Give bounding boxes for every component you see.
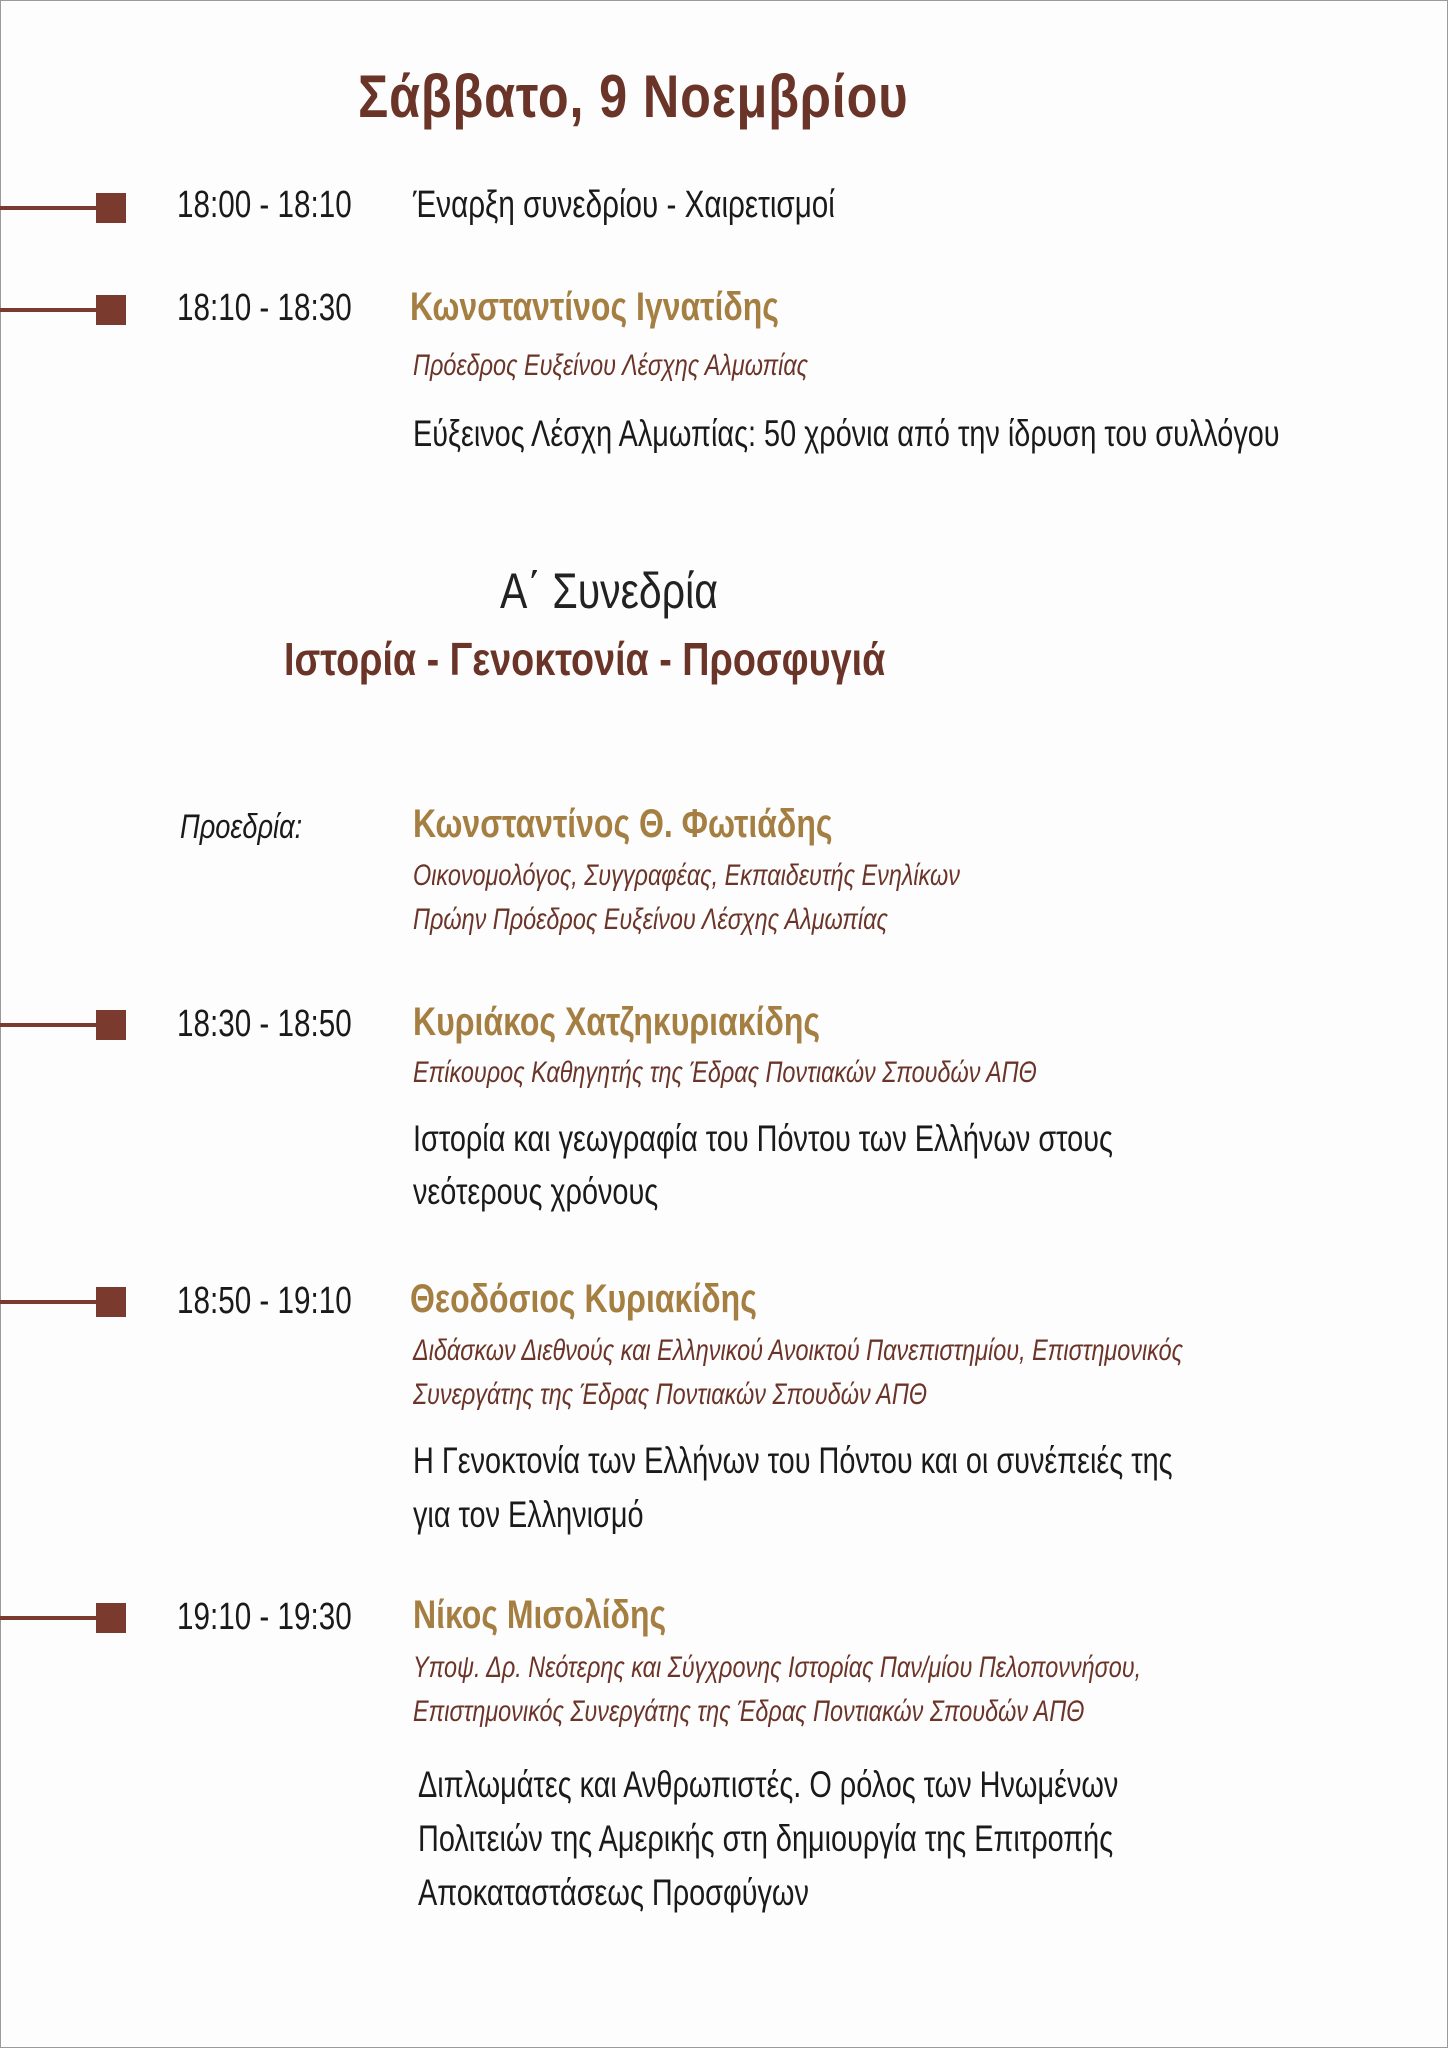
- timeline-marker: [0, 1287, 126, 1317]
- page-title: Σάββατο, 9 Νοεμβρίου: [358, 63, 909, 130]
- schedule-time: 18:50 - 19:10: [177, 1280, 352, 1322]
- session-subtitle: Ιστορία - Γενοκτονία - Προσφυγιά: [284, 633, 886, 685]
- talk-title: νεότερους χρόνους: [413, 1171, 659, 1212]
- timeline-marker: [0, 1603, 126, 1633]
- speaker-role: Υποψ. Δρ. Νεότερης και Σύγχρονης Ιστορίας Παν/μίου Πελοποννήσου,: [413, 1651, 1142, 1684]
- chair-name: Κωνσταντίνος Θ. Φωτιάδης: [413, 802, 833, 846]
- talk-title: Εύξεινος Λέσχη Αλμωπίας: 50 χρόνια από την ίδρυση του συλλόγου: [413, 413, 1280, 454]
- schedule-time: 18:30 - 18:50: [177, 1003, 352, 1045]
- schedule-time: 19:10 - 19:30: [177, 1596, 352, 1638]
- schedule-time: 18:10 - 18:30: [177, 287, 352, 329]
- chair-role: Πρώην Πρόεδρος Ευξείνου Λέσχης Αλμωπίας: [413, 903, 888, 936]
- talk-title: Πολιτειών της Αμερικής στη δημιουργία της Επιτροπής: [418, 1818, 1114, 1859]
- talk-title: Η Γενοκτονία των Ελλήνων του Πόντου και οι συνέπειές της: [413, 1440, 1173, 1481]
- speaker-role: Επιστημονικός Συνεργάτης της Έδρας Ποντιακών Σπουδών ΑΠΘ: [413, 1695, 1085, 1728]
- talk-title: Διπλωμάτες και Ανθρωπιστές. Ο ρόλος των Ηνωμένων: [418, 1764, 1119, 1805]
- chair-role: Οικονομολόγος, Συγγραφέας, Εκπαιδευτής Ενηλίκων: [413, 859, 960, 892]
- schedule-time: 18:00 - 18:10: [177, 184, 352, 226]
- speaker-role: Διδάσκων Διεθνούς και Ελληνικού Ανοικτού Πανεπιστημίου, Επιστημονικός: [413, 1334, 1183, 1367]
- speaker-name: Κωνσταντίνος Ιγνατίδης: [410, 285, 779, 329]
- speaker-role: Επίκουρος Καθηγητής της Έδρας Ποντιακών Σπουδών ΑΠΘ: [413, 1056, 1037, 1089]
- speaker-name: Θεοδόσιος Κυριακίδης: [410, 1277, 757, 1321]
- talk-title: Αποκαταστάσεως Προσφύγων: [418, 1872, 809, 1913]
- opening-text: Έναρξη συνεδρίου - Χαιρετισμοί: [413, 184, 835, 226]
- talk-title: για τον Ελληνισμό: [413, 1494, 644, 1535]
- session-title: Α΄ Συνεδρία: [500, 563, 718, 619]
- chair-label: Προεδρία:: [180, 808, 303, 846]
- speaker-role: Πρόεδρος Ευξείνου Λέσχης Αλμωπίας: [413, 349, 809, 382]
- speaker-name: Νίκος Μισολίδης: [413, 1593, 667, 1637]
- timeline-marker: [0, 295, 126, 325]
- talk-title: Ιστορία και γεωγραφία του Πόντου των Ελλήνων στους: [413, 1118, 1113, 1159]
- speaker-role: Συνεργάτης της Έδρας Ποντιακών Σπουδών ΑΠΘ: [413, 1378, 928, 1411]
- speaker-name: Κυριάκος Χατζηκυριακίδης: [413, 1000, 821, 1044]
- timeline-marker: [0, 193, 126, 223]
- timeline-marker: [0, 1010, 126, 1040]
